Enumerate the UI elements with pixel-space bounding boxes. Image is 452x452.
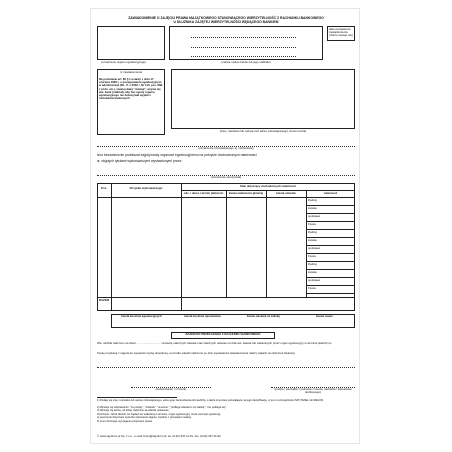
row-label: Kwota [308,286,316,290]
order-text: lecz bezzwłocznie przekazał zajętą kwotę organowi egzekucyjnemu na pokrycie dochodzonych należności [97,153,257,157]
col-rule-1 [111,183,112,311]
sum-label-3: kwota odsetek za zwłokę [247,314,280,318]
transfer-heading: RAZEM DO PRZEKAZANIA Z RACHUNKU BANKOWEGO [185,332,261,336]
col-costs: kwota należności głównej [228,191,264,195]
col-fees: kwota odsetek [276,191,296,195]
official-sign-label: (podpis i pieczątka z podaniem imienia, nazwiska i stanowiska służbowego) [274,387,352,395]
bank-label: (nazwa i adres banku lub jego oddziału) [221,60,271,64]
transfer-text-1: Ww. oddział naliczono na dzień ............................... za kwotę należnych odsetek oraz należnych odsetek od dnia ww. stawek lub wskazanych przez organ egzekucyjny w terminie płatniczym. [97,341,333,345]
row-label: podstawa [308,214,320,218]
arrow-icon: ► [97,159,102,163]
account-label: (imię i nazwisko lub nazwa oraz adres zobowiązanego) (numer konta) [219,129,307,133]
total-label: RAZEM [99,298,109,302]
total-rule [97,297,355,298]
account-number-line [97,367,355,368]
form-sheet [90,8,360,444]
col-rule-2 [181,183,182,311]
footnote-4: Pouczenie: Jeżeli dłużnik nie zapłaci we wskazanym terminie, organ egzekucyjny może wszcząć egzekucję. [97,412,221,416]
row-label: stawka [308,270,317,274]
title-line-2: U DŁUŻNIKA ZAJĘTEJ WIERZYTELNOŚCI BĘDĄCEGO BANKIEM [173,20,279,24]
col-group: Stan dotyczący dochodzonych należności [240,184,296,188]
row-label: stawka [308,206,317,210]
bullet-text: objętych tytułami wykonawczymi wystawionymi przez: [101,159,183,163]
row-label: Rodzaj [308,262,317,266]
obligor-label: (oznaczenie zobowiązanego 1) i rachunków) [198,146,254,150]
footnote-5: a) pouczenie dotyczące sposobu wykonania zajęcia, zgodnie z przepisami ustawy. [97,416,192,419]
sum-label-4: kwota razem [316,314,333,318]
row-label: Rodzaj [308,230,317,234]
row-label: stawka [308,238,317,242]
col-amount: należność [323,191,338,195]
footnote-1: 1) Podaje się imię i nazwisko lub nazwę zobowiązanego, adres jego zamieszkania lub siedziby, a także inne dane pozwalające na jego identyfikację, w tym w szczególności NIP, PESEL lub REGON. [97,399,324,402]
footnote-6: b) inne informacje wymagane przepisami prawa. [97,419,153,423]
col-title: Nr tytułu wykonawczego [129,186,163,190]
footer-text: © www.signform.pl Sp. z o.o., e-mail: biuro@signform.pl, tel. (0-22) 337-11-51, fax: (0-22) 337-11-62 [97,434,221,438]
organ-label: (oznaczenie organu egzekucyjnego) [101,60,146,64]
transfer-text-2: Kwotę uzyskaną z zajęcia do wysokości wyżej określonej, a przedło odsetki naliczone po dniu wystawienia zawiadomienia należy wpłacić na rachunek bankowy [97,351,295,355]
col-rule-4 [266,190,267,297]
creditor-label: (oznaczenie wierzyciela) [210,175,242,179]
bank-line-3 [191,56,296,57]
col-interest: odc. i okres / termin płatności [183,191,224,195]
bank-line-2 [191,47,296,48]
basis-text: Na podstawie art. 80 § 1 ustawy z dnia 17 czerwca 1966 r. o postępowaniu egzekucyjnym w administracji (Dz. U. z 2002 r. Nr 110, poz. 968, z późn. zm.), zwanej dalej "ustawą", wzywa się ww. bank (oddział), aby bez zgody organu egzekucyjnego nie dokonywał wypłat z rachunków bankowych [99,77,163,101]
date-label: data wystawienia zawiadomienia (dzień-miesiąc-rok) [329,27,353,38]
col-lp: Poz. [101,186,107,190]
footnote-3: 3) Wpisuje się kwotę, od której naliczane są odsetki ustawowe. [97,409,170,412]
nr-label: nr zawiadomienia [120,70,142,74]
col-rule-3 [226,190,227,297]
footnote-2: 2) Wpisuje się odpowiednio: "za potrąty", "odsetek", "umowne", "podlega odsetkom za zwłokę", "nie podlega się". [97,405,227,409]
sum-label-1: kwota kosztów egzekucyjnych [121,314,162,318]
organ-box[interactable] [97,26,165,60]
row-label: Kwota [308,222,316,226]
bank-line-1 [191,37,296,38]
sum-label-2: kwota kosztów upomnienia [184,314,221,318]
row-label: Kwota [308,254,316,258]
bank-box[interactable] [169,26,323,60]
row-label: podstawa [308,278,320,282]
row-label: Rodzaj [308,198,317,202]
account-box[interactable] [171,69,355,129]
row-label: podstawa [308,246,320,250]
col-rule-5 [306,190,307,297]
bullet-line [97,159,182,163]
title-line-1: ZAWIADOMIENIE O ZAJĘCIU PRAWA MAJĄTKOWEGO STANOWIĄCEGO WIERZYTELNOŚĆ Z RACHUNKU BANKOWEGO [128,16,324,20]
bank-sign-label: (nazwa banku i nr konta) [155,387,187,391]
